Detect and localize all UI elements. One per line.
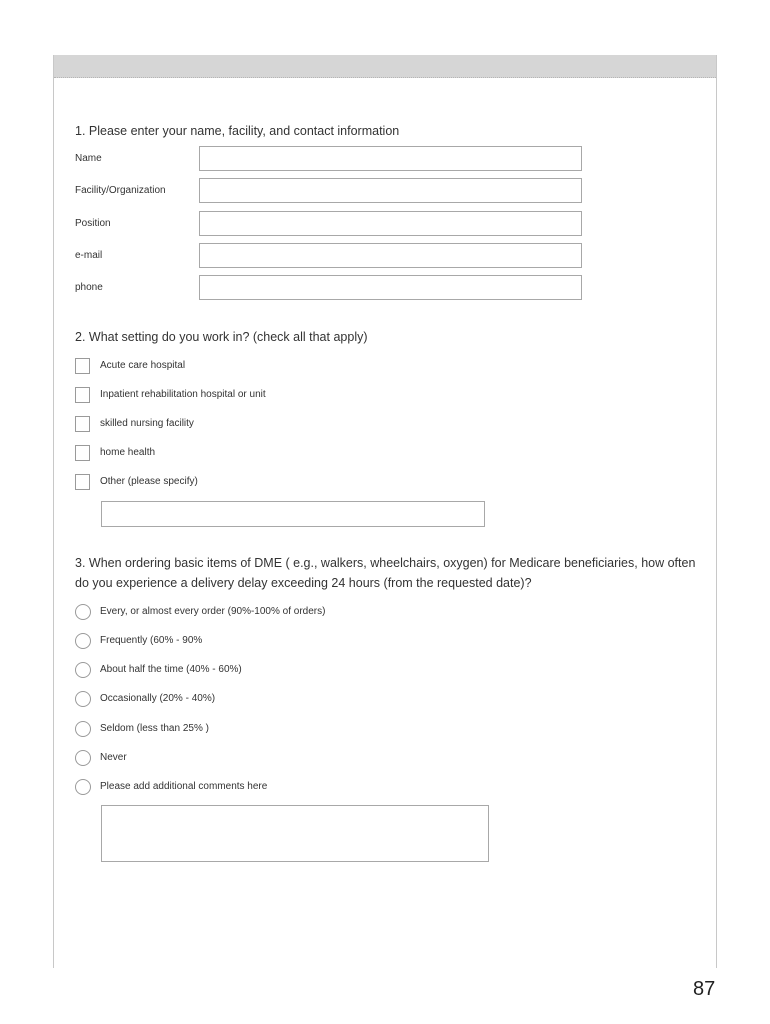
name-input[interactable]	[199, 146, 582, 171]
question-3-title: 3. When ordering basic items of DME ( e.g., walkers, wheelchairs, oxygen) for Medicare beneficiaries, how often do you experience a delivery delay exceeding 24 hours (from the requested date)?	[75, 556, 696, 590]
phone-label: phone	[75, 282, 103, 293]
email-input[interactable]	[199, 243, 582, 268]
never-label: Never	[100, 752, 127, 763]
inpatient-rehab-checkbox[interactable]	[75, 387, 90, 403]
every-order-label: Every, or almost every order (90%-100% of orders)	[100, 606, 326, 617]
facility-label: Facility/Organization	[75, 185, 166, 196]
frequently-label: Frequently (60% - 90%	[100, 635, 203, 646]
occasionally-radio[interactable]	[75, 691, 91, 707]
comments-label: Please add additional comments here	[100, 781, 268, 792]
page-number: 87	[693, 978, 716, 1000]
every-order-radio[interactable]	[75, 604, 91, 620]
other-label: Other (please specify)	[100, 476, 198, 487]
email-label: e-mail	[75, 250, 103, 261]
phone-field-row	[75, 275, 585, 303]
occasionally-label: Occasionally (20% - 40%)	[100, 693, 216, 704]
home-health-label: home health	[100, 447, 156, 458]
position-input[interactable]	[199, 211, 582, 236]
phone-input[interactable]	[199, 275, 582, 300]
acute-care-checkbox[interactable]	[75, 358, 90, 374]
position-field-row	[75, 211, 585, 239]
survey-page	[53, 55, 717, 968]
acute-care-label: Acute care hospital	[100, 360, 186, 371]
position-label: Position	[75, 218, 111, 229]
email-field-row	[75, 243, 585, 271]
half-time-label: About half the time (40% - 60%)	[100, 664, 242, 675]
comments-radio[interactable]	[75, 779, 91, 795]
question-2-title: 2. What setting do you work in? (check all that apply)	[75, 330, 368, 344]
other-specify-input[interactable]	[101, 501, 485, 527]
skilled-nursing-checkbox[interactable]	[75, 416, 90, 432]
name-label: Name	[75, 153, 102, 164]
facility-field-row	[75, 178, 585, 206]
facility-input[interactable]	[199, 178, 582, 203]
name-field-row	[75, 146, 585, 174]
half-time-radio[interactable]	[75, 662, 91, 678]
home-health-checkbox[interactable]	[75, 445, 90, 461]
never-radio[interactable]	[75, 750, 91, 766]
additional-comments-textarea[interactable]	[101, 805, 489, 862]
frequently-radio[interactable]	[75, 633, 91, 649]
page-header-bar	[54, 55, 716, 78]
question-1-title: 1. Please enter your name, facility, and contact information	[75, 124, 400, 138]
seldom-label: Seldom (less than 25% )	[100, 723, 209, 734]
inpatient-rehab-label: Inpatient rehabilitation hospital or unit	[100, 389, 266, 400]
seldom-radio[interactable]	[75, 721, 91, 737]
skilled-nursing-label: skilled nursing facility	[100, 418, 194, 429]
other-checkbox[interactable]	[75, 474, 90, 490]
